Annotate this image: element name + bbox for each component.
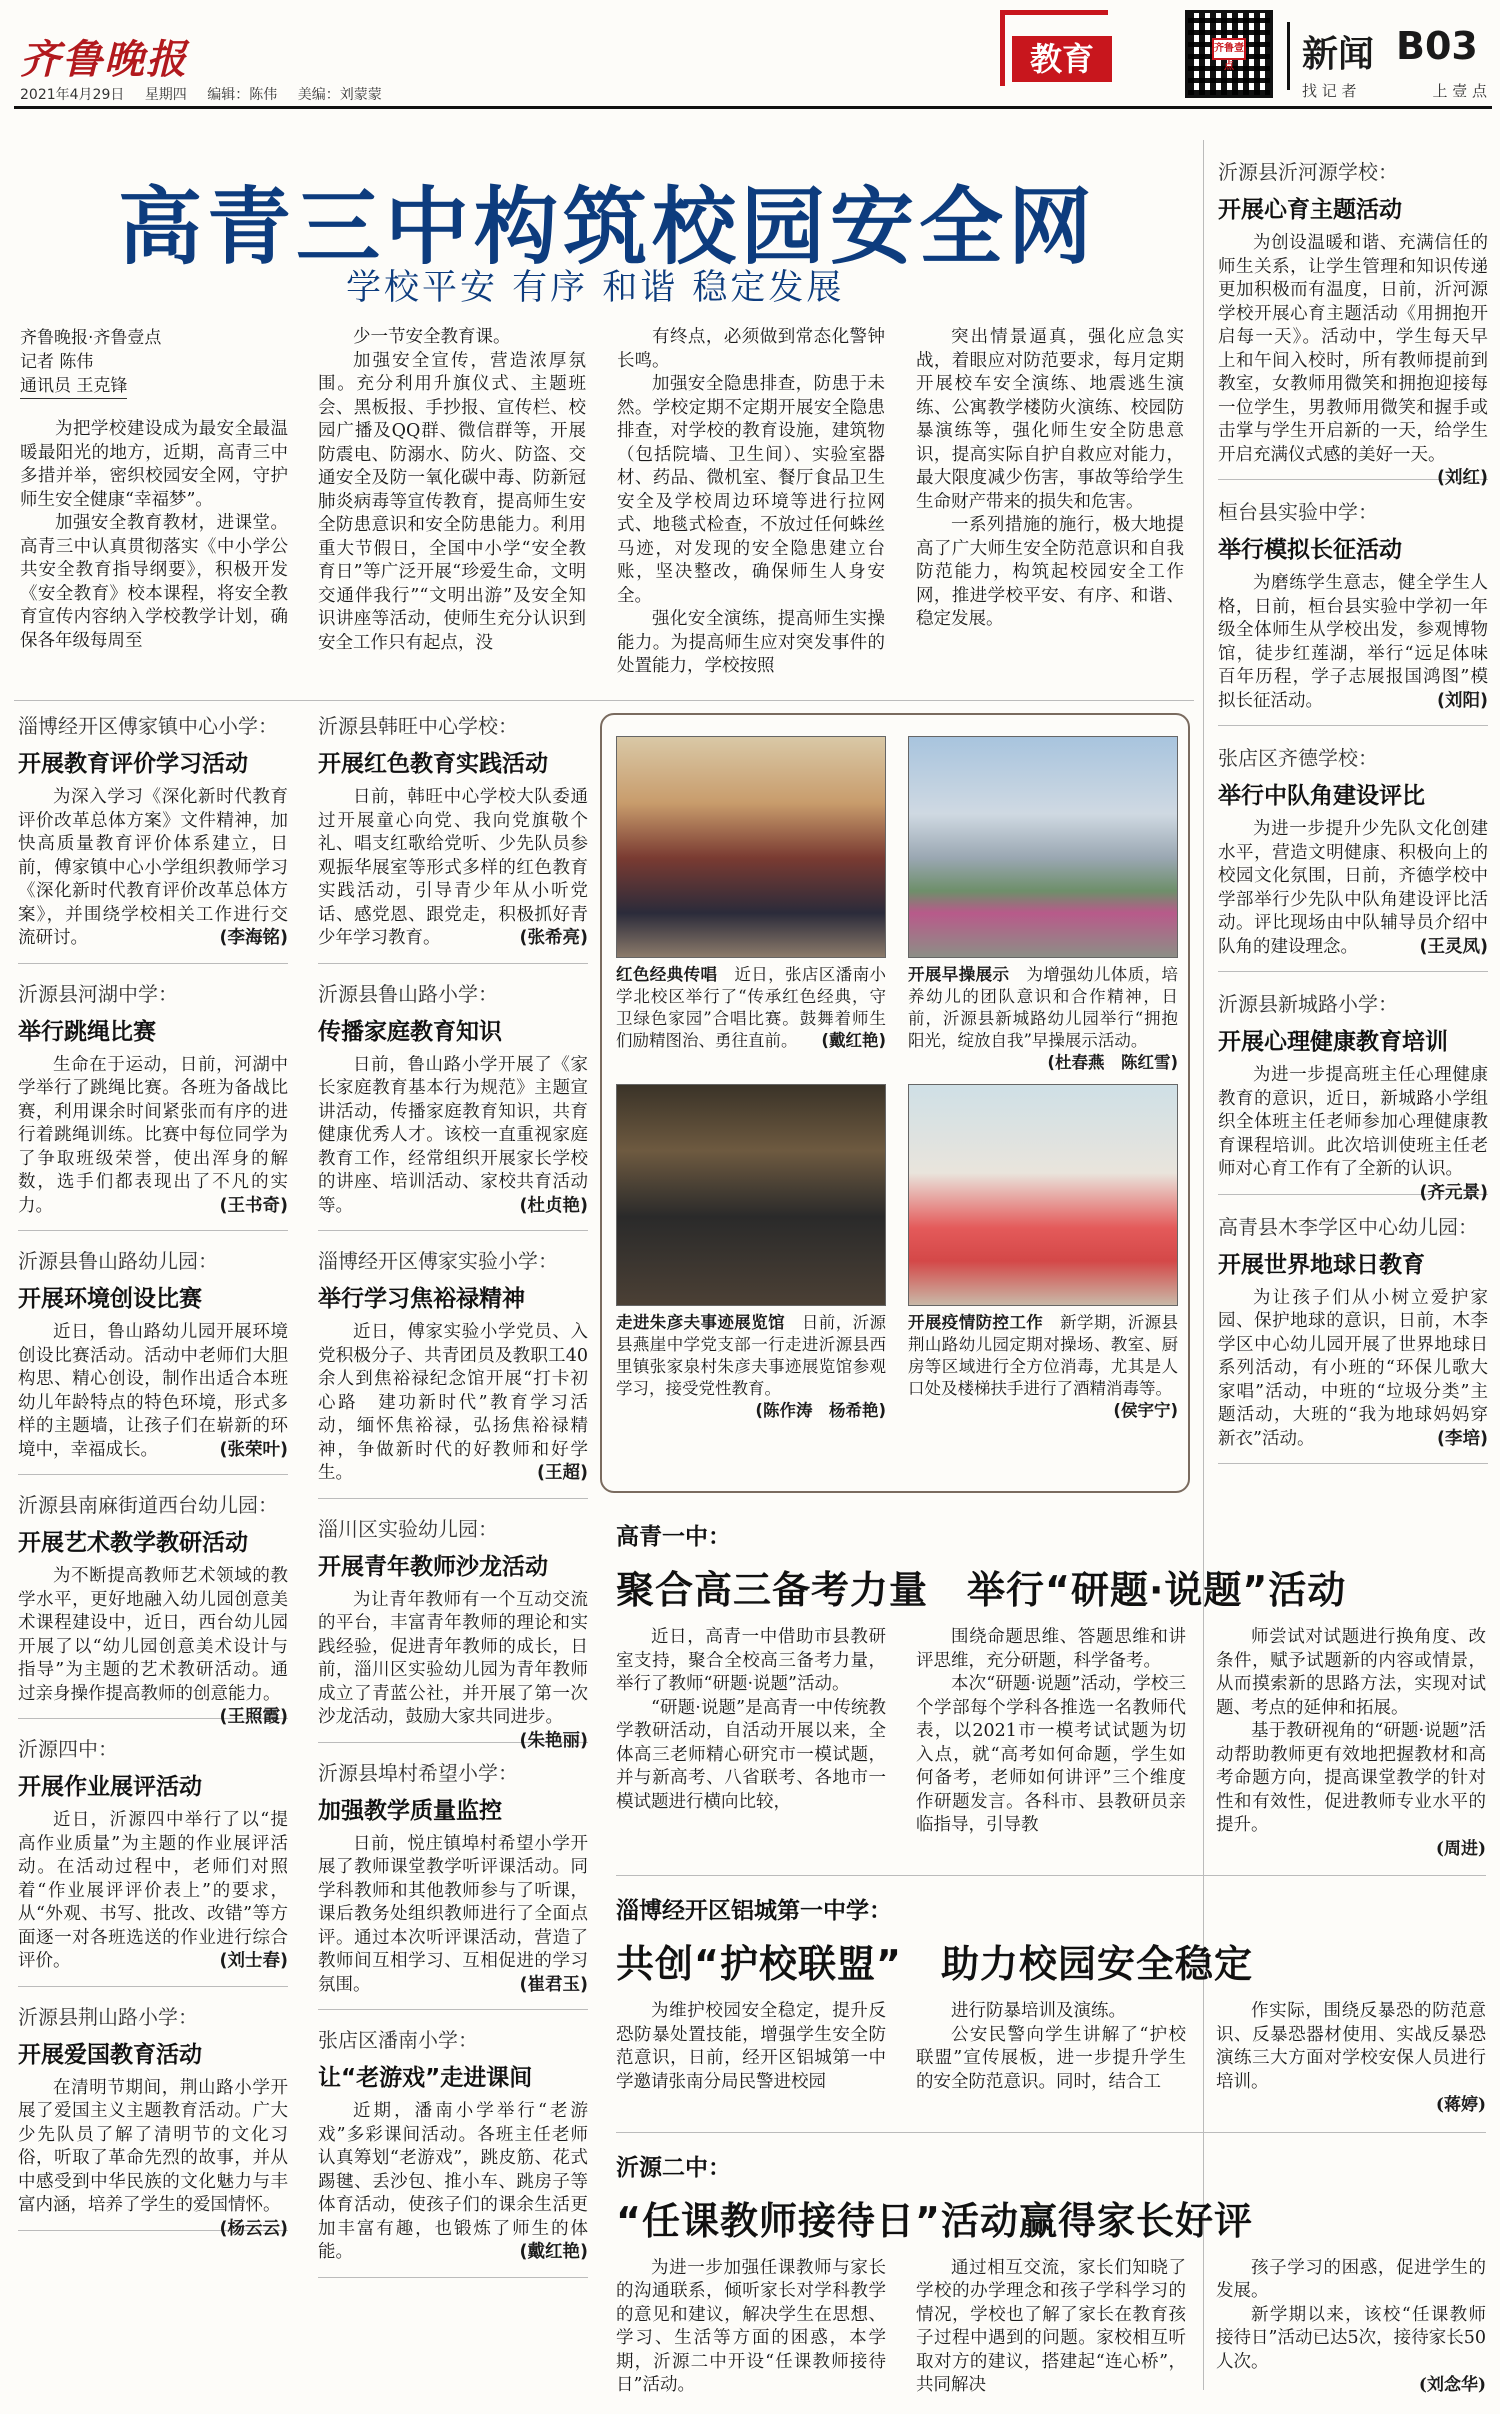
brief-body	[318, 1589, 588, 1751]
byline-reporter: 记者 陈伟	[20, 352, 94, 372]
feature-author: (周进)	[1435, 1838, 1486, 1859]
feature-paragraph: 围绕命题思维、答题思维和讲评思维，充分研题，科学备考。	[916, 1627, 1186, 1671]
brief-author: (崔君玉)	[519, 1974, 588, 1995]
brief-text: 为不断提高教师艺术领域的教学水平，更好地融入幼儿园创意美术课程建设中，近日，西台幼儿园开展了以“幼儿园创意美术设计与指导”为主题的艺术教研活动。通过亲身操作提高教师的创意能力。 (王照霞)	[18, 1565, 288, 1706]
feature-column	[1216, 2000, 1486, 2118]
photo-caption	[616, 1312, 887, 1420]
brief-school: 沂源县南麻街道西台幼儿园：	[18, 1493, 278, 1517]
brief-text: 日前，韩旺中心学校大队委通过开展童心向党、我向党旗敬个礼、唱支红歌给党听、少先队员参观振华展室等形式多样的红色教育实践活动，引导青少年从小听党话、感党恩、跟党走，积极抓好青少年学习教育。 (张希亮)	[318, 786, 588, 951]
brief-title: 开展红色教育实践活动	[318, 751, 548, 777]
feature-column	[916, 2257, 1186, 2398]
feature-headline: 聚合高三备考力量 举行“研题·说题”活动	[616, 1568, 1347, 1612]
brief-title: 举行中队角建设评比	[1218, 783, 1425, 809]
photo-caption	[908, 1312, 1179, 1420]
brief-item	[18, 710, 288, 964]
photo-author: (侯宇宁)	[1113, 1401, 1178, 1420]
brief-rule	[1218, 971, 1488, 972]
brief-title: 开展心理健康教育培训	[1218, 1029, 1448, 1055]
feature-paragraph: 进行防暴培训及演练。	[951, 2001, 1126, 2021]
promo-right: 上 壹 点	[1432, 82, 1487, 100]
brief-rule	[18, 1230, 288, 1231]
brief-rule	[318, 963, 588, 964]
feature-column	[916, 2000, 1186, 2118]
brief-item	[318, 1513, 588, 1751]
feature-paragraph: 通过相互交流，家长们知晓了学校的办学理念和孩子学科学习的情况，学校也了解了家长在教育孩子过程中遇到的问题。家校相互听取对方的建议，搭建起“连心桥”，共同解决	[916, 2257, 1186, 2395]
brief-title: 加强教学质量监控	[318, 1797, 502, 1824]
photo-label: 红色经典传唱	[616, 965, 735, 984]
brief-title: 开展心育主题活动	[1218, 197, 1402, 223]
brief-body	[1218, 232, 1488, 488]
feature-school: 高青一中：	[616, 1524, 731, 1550]
brief-author: (李海铭)	[219, 928, 288, 948]
brief-title: 传播家庭教育知识	[318, 1018, 502, 1045]
byline-correspondent: 通讯员 王克锋	[20, 374, 127, 399]
brief-author: (王照霞)	[219, 1707, 288, 1727]
brief-item	[1218, 1211, 1488, 1465]
brief-school: 沂源县沂河源学校：	[1218, 160, 1398, 184]
brief-school: 沂源四中：	[18, 1737, 118, 1761]
brief-item	[318, 978, 588, 1232]
brief-rule	[318, 2277, 588, 2278]
photo-label: 走进朱彦夫事迹展览馆	[616, 1313, 802, 1332]
brief-text: 近日，沂源四中举行了以“提高作业质量”为主题的作业展评活动。在活动过程中，老师们对照着“作业展评评价表上”的要求，从“外观、书写、批改、改错”等方面逐一对各班选送的作业进行综合评价。 (刘士春)	[18, 1809, 288, 1974]
left-briefs-column	[18, 710, 288, 2245]
feature-paragraph: “研题·说题”是高青一中传统教学教研活动，自活动开展以来，全体高三老师精心研究市一模试题，并与新高考、八省联考、各地市一模试题进行横向比较，	[616, 1697, 886, 1812]
issue-meta	[20, 84, 398, 104]
brief-item	[318, 1757, 588, 2011]
photo-author: (陈作涛 杨希艳)	[755, 1401, 886, 1420]
feature-paragraph: 师尝试对试题进行换角度、改条件，赋予试题新的内容或情景，从而摸索新的思路方法，实现对试题、考点的延伸和拓展。	[1216, 1627, 1486, 1718]
brief-text: 日前，鲁山路小学开展了《家长家庭教育基本行为规范》主题宣讲活动，传播家庭教育知识，共育健康优秀人才。该校一直重视家庭教育工作，经常组织开展家长学校的讲座、培训活动、家校共育活动等。 (杜贞艳)	[318, 1054, 588, 1219]
page-number: B03	[1396, 24, 1478, 68]
feature-column	[1216, 2257, 1486, 2398]
brief-body	[18, 1565, 288, 1727]
brief-text: 近日，傅家实验小学党员、入党积极分子、共青团员及教职工40余人到焦裕禄纪念馆开展“打卡初心路 建功新时代”教育学习活动，缅怀焦裕禄，弘扬焦裕禄精神，争做新时代的好教师和好学生。 (王超)	[318, 1321, 588, 1486]
feature-column	[1216, 1626, 1486, 1861]
brief-rule	[318, 1230, 588, 1231]
photo-text: 新学期，沂源县荆山路幼儿园定期对操场、教室、厨房等区域进行全方位消毒，尤其是人口处及楼梯扶手进行了酒精消毒等。	[908, 1313, 1179, 1398]
brief-item	[318, 710, 588, 964]
lead-headline: 高青三中构筑校园安全网	[118, 177, 1098, 276]
feature-paragraph: 公安民警向学生讲解了“护校联盟”宣传展板，进一步提升学生的安全防范意识。同时，结合工	[916, 2024, 1186, 2092]
brief-school: 沂源县新城路小学：	[1218, 992, 1398, 1016]
brief-text: 为进一步提升少先队文化创建水平，营造文明健康、积极向上的校园文化氛围，日前，齐德学校中学部举行少先队中队角建设评比活动。评比现场由中队辅导员介绍中队角的建设理念。 (王灵凤)	[1218, 818, 1488, 959]
feature-columns	[616, 1626, 1486, 1861]
app-promo	[1302, 80, 1487, 101]
feature-school: 沂源二中：	[616, 2154, 731, 2181]
brief-author: (张荣叶)	[219, 1439, 288, 1460]
brief-school: 桓台县实验中学：	[1218, 500, 1378, 524]
feature-article	[616, 1892, 1486, 2133]
brief-rule	[18, 1474, 288, 1475]
brief-author: (朱艳丽)	[519, 1730, 588, 1751]
right-briefs-column	[1218, 156, 1488, 1480]
feature-column	[916, 1626, 1186, 1861]
feature-paragraph: 基于教研视角的“研题·说题”活动帮助教师更有效地把握教材和高考命题方向，提高课堂教学的针对性和有效性，促进教师专业水平的提升。	[1216, 1721, 1486, 1835]
brief-title: 开展爱国教育活动	[18, 2041, 202, 2068]
brief-author: (杜贞艳)	[519, 1195, 588, 1216]
brief-title: 举行学习焦裕禄精神	[318, 1286, 525, 1312]
brief-text: 为让孩子们从小树立爱护家园、保护地球的意识，日前，木李学区中心幼儿园开展了世界地球日系列活动，有小班的“环保儿歌大家唱”活动，中班的“垃圾分类”主题活动，大班的“我为地球妈妈穿新衣”活动。 (李培)	[1218, 1287, 1488, 1452]
feature-school: 淄博经开区铝城第一中学：	[616, 1898, 892, 1924]
brief-title: 开展环境创设比赛	[18, 1286, 202, 1312]
feature-article	[616, 2149, 1486, 2398]
brief-item	[18, 2001, 288, 2239]
brief-title: 开展作业展评活动	[18, 1774, 202, 1800]
brief-rule	[1218, 725, 1488, 726]
brief-item	[18, 1489, 288, 1727]
feature-paragraph: 孩子学习的困惑，促进学生的发展。	[1216, 2257, 1486, 2301]
photo-grid	[616, 736, 1179, 1422]
brief-author: (刘阳)	[1437, 690, 1488, 711]
brief-text: 在清明节期间，荆山路小学开展了爱国主义主题教育活动。广大少先队员了解了清明节的文化习俗，听取了革命先烈的故事，并从中感受到中华民族的文化魅力与丰富内涵，培养了学生的爱国情怀。 (杨云云)	[18, 2077, 288, 2218]
lead-paragraph: 为把学校建设成为最安全最温暖最阳光的地方，近期，高青三中多措并举，密织校园安全网，守护师生安全健康“幸福梦”。	[20, 419, 288, 510]
lead-column-2	[318, 326, 586, 655]
brief-body	[1218, 1287, 1488, 1452]
brief-author: (刘士春)	[219, 1951, 288, 1971]
photo-caption	[908, 964, 1179, 1072]
photo-card	[908, 1084, 1178, 1422]
brief-body	[318, 1833, 588, 1998]
feature-paragraph: 为进一步加强任课教师与家长的沟通联系，倾听家长对学科教学的意见和建议，解决学生在思想、学习、生活等方面的困惑，本学期，沂源二中开设“任课教师接待日”活动。	[616, 2257, 886, 2395]
photo-author: (杜春燕 陈红雪)	[1047, 1053, 1178, 1072]
photo-image	[616, 736, 886, 958]
brief-rule	[1218, 1463, 1488, 1464]
brief-item	[1218, 988, 1488, 1203]
brief-item	[18, 1245, 288, 1475]
brief-title: 开展青年教师沙龙活动	[318, 1553, 548, 1580]
lead-column-3	[617, 326, 885, 679]
feature-column	[616, 2000, 886, 2118]
issue-weekday: 星期四	[144, 87, 187, 103]
brief-body	[318, 2100, 588, 2265]
promo-left: 找 记 者	[1302, 82, 1357, 100]
brief-text: 为创设温暖和谐、充满信任的师生关系，让学生管理和知识传递更加积极而有温度，日前，沂河源学校开展心育主题活动《用拥抱开启每一天》。活动中，学生每天早上和午间入校时，所有教师提前到教室，女教师用微笑和拥抱迎接每一位学生，男教师用微笑和握手或击掌与学生开启新的一天，给学生开启充满仪式感的美好一天。 (刘红)	[1218, 232, 1488, 467]
photo-caption	[616, 964, 886, 1052]
photo-text: 为增强幼儿体质，培养幼儿的团队意识和合作精神，日前，沂源县新城路幼儿园举行“拥抱阳光，绽放自我”早操展示活动。	[908, 965, 1179, 1050]
brief-school: 高青县木李学区中心幼儿园：	[1218, 1214, 1478, 1239]
brief-text: 为磨练学生意志，健全学生人格，日前，桓台县实验中学初一年级全体师生从学校出发，参观博物馆，徒步红莲湖，举行“远足体味百年历程，学子志展报国鸿图”模拟长征活动。 (刘阳)	[1218, 572, 1488, 713]
feature-headline: 共创“护校联盟” 助力校园安全稳定	[616, 1942, 1253, 1986]
brief-author: (王书奇)	[219, 1195, 288, 1216]
brief-author: (王超)	[537, 1463, 588, 1483]
issue-editor: 编辑：陈伟	[207, 87, 278, 103]
brief-text: 为深入学习《深化新时代教育评价改革总体方案》文件精神，加快高质量教育评价体系建立，日前，傅家镇中心小学组织教师学习《深化新时代教育评价改革总体方案》，并围绕学校相关工作进行交流研讨。 (李海铭)	[18, 786, 288, 951]
brief-author: (王灵凤)	[1419, 936, 1488, 957]
brief-item	[18, 978, 288, 1232]
brief-item	[1218, 156, 1488, 488]
brief-text: 日前，悦庄镇埠村希望小学开展了教师课堂教学听评课活动。同学科教师和其他教师参与了听课，课后教务处组织教师进行了全面点评。通过本次听评课活动，营造了教师间互相学习、互相促进的学习氛围。 (崔君玉)	[318, 1833, 588, 1998]
brief-author: (杨云云)	[219, 2218, 288, 2239]
brief-body	[1218, 818, 1488, 959]
brief-author: (刘红)	[1437, 468, 1488, 488]
lead-paragraph: 加强安全隐患排查，防患于未然。学校定期不定期开展安全隐患排查，对学校的教育设施，建筑物（包括院墙、卫生间）、实验室器材、药品、微机室、餐厅食品卫生安全及学校周边环境等进行拉网式、地毯式检查，不放过任何蛛丝马迹，对发现的安全隐患建立台账，坚决整改，确保师生人身安全。	[617, 374, 885, 606]
lead-paragraph: 加强安全教育教材，进课堂。高青三中认真贯彻落实《中小学公共安全教育指导纲要》，积极开发《安全教育》校本课程，将安全教育宣传内容纳入学校教学计划，确保各年级每周至	[20, 513, 288, 651]
brief-rule	[18, 1986, 288, 1987]
photo-text: 日前，沂源县燕崖中学党支部一行走进沂源县西里镇张家泉村朱彦夫事迹展览馆参观学习，接受党性教育。	[616, 1313, 887, 1398]
brief-body	[1218, 572, 1488, 713]
brief-author: (张希亮)	[519, 928, 588, 948]
feature-paragraph: 本次“研题·说题”活动，学校三个学部每个学科各推选一名教师代表，以2021市一模考试试题为切入点，就“高考如何命题，学生如何备考，老师如何讲评”三个维度作研题发言。各科市、县教研员亲临指导，引导教	[916, 1674, 1186, 1835]
brief-text: 为让青年教师有一个互动交流的平台，丰富青年教师的理论和实践经验，促进青年教师的成长，日前，淄川区实验幼儿园为青年教师成立了青蓝公社，并开展了第一次沙龙活动，鼓励大家共同进步。 (朱艳丽)	[318, 1589, 588, 1730]
brief-item	[318, 2024, 588, 2278]
feature-columns	[616, 2000, 1486, 2118]
photo-author: (戴红艳)	[821, 1031, 886, 1050]
brief-school: 淄博经开区傅家镇中心小学：	[18, 714, 278, 738]
lead-paragraph: 突出情景逼真，强化应急实战，着眼应对防范要求，每月定期开展校车安全演练、地震逃生演练、公寓教学楼防火演练、校园防暴演练等，强化师生安全防患意识，提高实际自护自救应对能力，最大限度减少伤害，事故等给学生生命财产带来的损失和危害。	[916, 327, 1184, 512]
photo-card	[616, 1084, 886, 1422]
lead-byline	[20, 326, 288, 399]
brief-text: 生命在于运动，日前，河湖中学举行了跳绳比赛。各班为备战比赛，利用课余时间紧张而有序的进行着跳绳训练。比赛中每位同学为了争取班级荣誉，使出浑身的解数，选手们都表现出了不凡的实力。 (王书奇)	[18, 1054, 288, 1219]
brief-text: 为进一步提高班主任心理健康教育的意识，近日，新城路小学组织全体班主任老师参加心理健康教育课程培训。此次培训使班主任老师对心育工作有了全新的认识。 (齐元景)	[1218, 1064, 1488, 1182]
brief-body	[318, 786, 588, 951]
brief-school: 沂源县韩旺中心学校：	[318, 714, 518, 738]
section-tab: 教育	[1012, 36, 1112, 82]
brief-text: 近期，潘南小学举行“老游戏”多彩课间活动。各班主任老师认真筹划“老游戏”，跳皮筋、花式踢毽、丢沙包、推小车、跳房子等体育活动，使孩子们的课余生活更加丰富有趣，也锻炼了师生的体能。 (戴红艳)	[318, 2100, 588, 2265]
brief-school: 沂源县河湖中学：	[18, 981, 178, 1006]
brief-school: 张店区潘南小学：	[318, 2028, 478, 2052]
byline-source: 齐鲁晚报·齐鲁壹点	[20, 328, 162, 348]
lead-paragraph: 有终点，必须做到常态化警钟长鸣。	[617, 327, 885, 371]
brief-item	[18, 1733, 288, 1987]
issue-art-editor: 美编：刘蒙蒙	[297, 87, 382, 103]
masthead-rule	[14, 106, 1492, 109]
lead-paragraph: 少一节安全教育课。	[353, 327, 511, 347]
brief-school: 淄博经开区傅家实验小学：	[318, 1249, 558, 1273]
feature-paragraph: 新学期以来，该校“任课教师接待日”活动已达5次，接待家长50人次。	[1216, 2304, 1486, 2372]
lead-subhead: 学校平安 有序 和谐 稳定发展	[346, 268, 845, 308]
brief-body	[318, 1054, 588, 1219]
masthead-divider	[1287, 22, 1290, 90]
brief-body	[18, 2077, 288, 2239]
brief-school: 沂源县荆山路小学：	[18, 2004, 198, 2029]
brief-title: 开展世界地球日教育	[1218, 1251, 1425, 1278]
brief-body	[18, 786, 288, 951]
lead-paragraph: 一系列措施的施行，极大地提高了广大师生安全防范意识和自我防范能力，构筑起校园安全工作网，推进学校平安、有序、和谐、稳定发展。	[916, 515, 1184, 629]
brief-body	[318, 1321, 588, 1486]
brief-body	[18, 1809, 288, 1974]
brief-school: 张店区齐德学校：	[1218, 746, 1378, 770]
brief-title: 让“老游戏”走进课间	[318, 2065, 533, 2091]
brief-item	[318, 1245, 588, 1499]
brief-title: 举行跳绳比赛	[18, 1018, 156, 1045]
brief-rule	[318, 2009, 588, 2010]
middle-briefs-column	[318, 710, 588, 2292]
brief-title: 举行模拟长征活动	[1218, 537, 1402, 563]
feature-column	[616, 2257, 886, 2398]
brief-school: 沂源县鲁山路幼儿园：	[18, 1249, 218, 1273]
lead-bottom-rule	[14, 700, 1194, 701]
photo-image	[616, 1084, 886, 1306]
photo-label: 开展疫情防控工作	[908, 1313, 1061, 1332]
brief-author: (李培)	[1437, 1428, 1488, 1449]
brief-title: 开展艺术教学教研活动	[18, 1530, 248, 1556]
brief-item	[1218, 496, 1488, 726]
brief-body	[1218, 1064, 1488, 1203]
photo-card	[908, 736, 1178, 1074]
feature-article	[616, 1518, 1486, 1876]
feature-author: (蒋婷)	[1435, 2095, 1486, 2115]
feature-headline: “任课教师接待日”活动赢得家长好评	[616, 2198, 1253, 2243]
brief-item	[1218, 742, 1488, 972]
feature-rule	[616, 1875, 1486, 1876]
photo-label: 开展早操展示	[908, 965, 1027, 984]
brief-title: 开展教育评价学习活动	[18, 751, 248, 777]
brief-author: (齐元景)	[1419, 1182, 1488, 1203]
brief-author: (戴红艳)	[519, 2242, 588, 2262]
brief-body	[18, 1054, 288, 1219]
feature-rule	[616, 2132, 1486, 2133]
feature-paragraph: 近日，高青一中借助市县教研室支持，聚合全校高三备考力量，举行了教师“研题·说题”活动。	[616, 1627, 886, 1694]
lead-column-4	[916, 326, 1184, 632]
qr-center-mark: 齐鲁壹点	[1212, 38, 1246, 60]
brief-text: 近日，鲁山路幼儿园开展环境创设比赛活动。活动中老师们大胆构思、精心创设，制作出适合本班幼儿年龄特点的特色环境，形式多样的主题墙，让孩子们在崭新的环境中，幸福成长。 (张荣叶)	[18, 1321, 288, 1462]
brief-school: 淄川区实验幼儿园：	[318, 1516, 498, 1541]
feature-author: (刘念华)	[1418, 2375, 1486, 2395]
brief-school: 沂源县埠村希望小学：	[318, 1760, 518, 1785]
bottom-features	[616, 1518, 1486, 2414]
brief-rule	[18, 963, 288, 964]
feature-paragraph: 作实际，围绕反暴恐的防范意识、反暴恐器材使用、实战反暴恐演练三大方面对学校安保人员进行培训。	[1216, 2001, 1486, 2092]
photo-card	[616, 736, 886, 1074]
photo-image	[908, 1084, 1178, 1306]
brief-rule	[318, 1498, 588, 1499]
lead-column-1	[20, 418, 288, 653]
feature-paragraph: 为维护校园安全稳定，提升反恐防暴处置技能，增强学生安全防范意识，日前，经开区铝城第一中学邀请张南分局民警进校园	[616, 2001, 886, 2092]
feature-column	[616, 1626, 886, 1861]
lead-paragraph: 强化安全演练，提高师生实操能力。为提高师生应对突发事件的处置能力，学校按照	[617, 609, 885, 676]
brief-school: 沂源县鲁山路小学：	[318, 981, 498, 1006]
brief-body	[18, 1321, 288, 1462]
photo-text: 近日，张店区潘南小学北校区举行了“传承红色经典，守卫绿色家园”合唱比赛。鼓舞着师生们励精图治、勇往直前。	[616, 965, 887, 1050]
newspaper-logo: 齐鲁晚报	[20, 36, 188, 83]
lead-paragraph: 加强安全宣传，营造浓厚氛围。充分利用升旗仪式、主题班会、黑板报、手抄报、宣传栏、校园广播及QQ群、微信群等，开展防震电、防溺水、防火、防盗、交通安全及防一氧化碳中毒、防新冠肺炎病毒等宣传教育，提高师生安全防患意识和安全防患能力。利用重大节假日，全国中小学“安全教育日”等广泛开展“珍爱生命，文明交通伴我行”“文明出游”及安全知识讲座等活动，使师生充分认识到安全工作只有起点，没	[318, 350, 586, 653]
issue-date: 2021年4月29日	[20, 87, 125, 103]
feature-columns	[616, 2257, 1486, 2398]
page-category: 新闻	[1302, 34, 1375, 75]
photo-image	[908, 736, 1178, 958]
